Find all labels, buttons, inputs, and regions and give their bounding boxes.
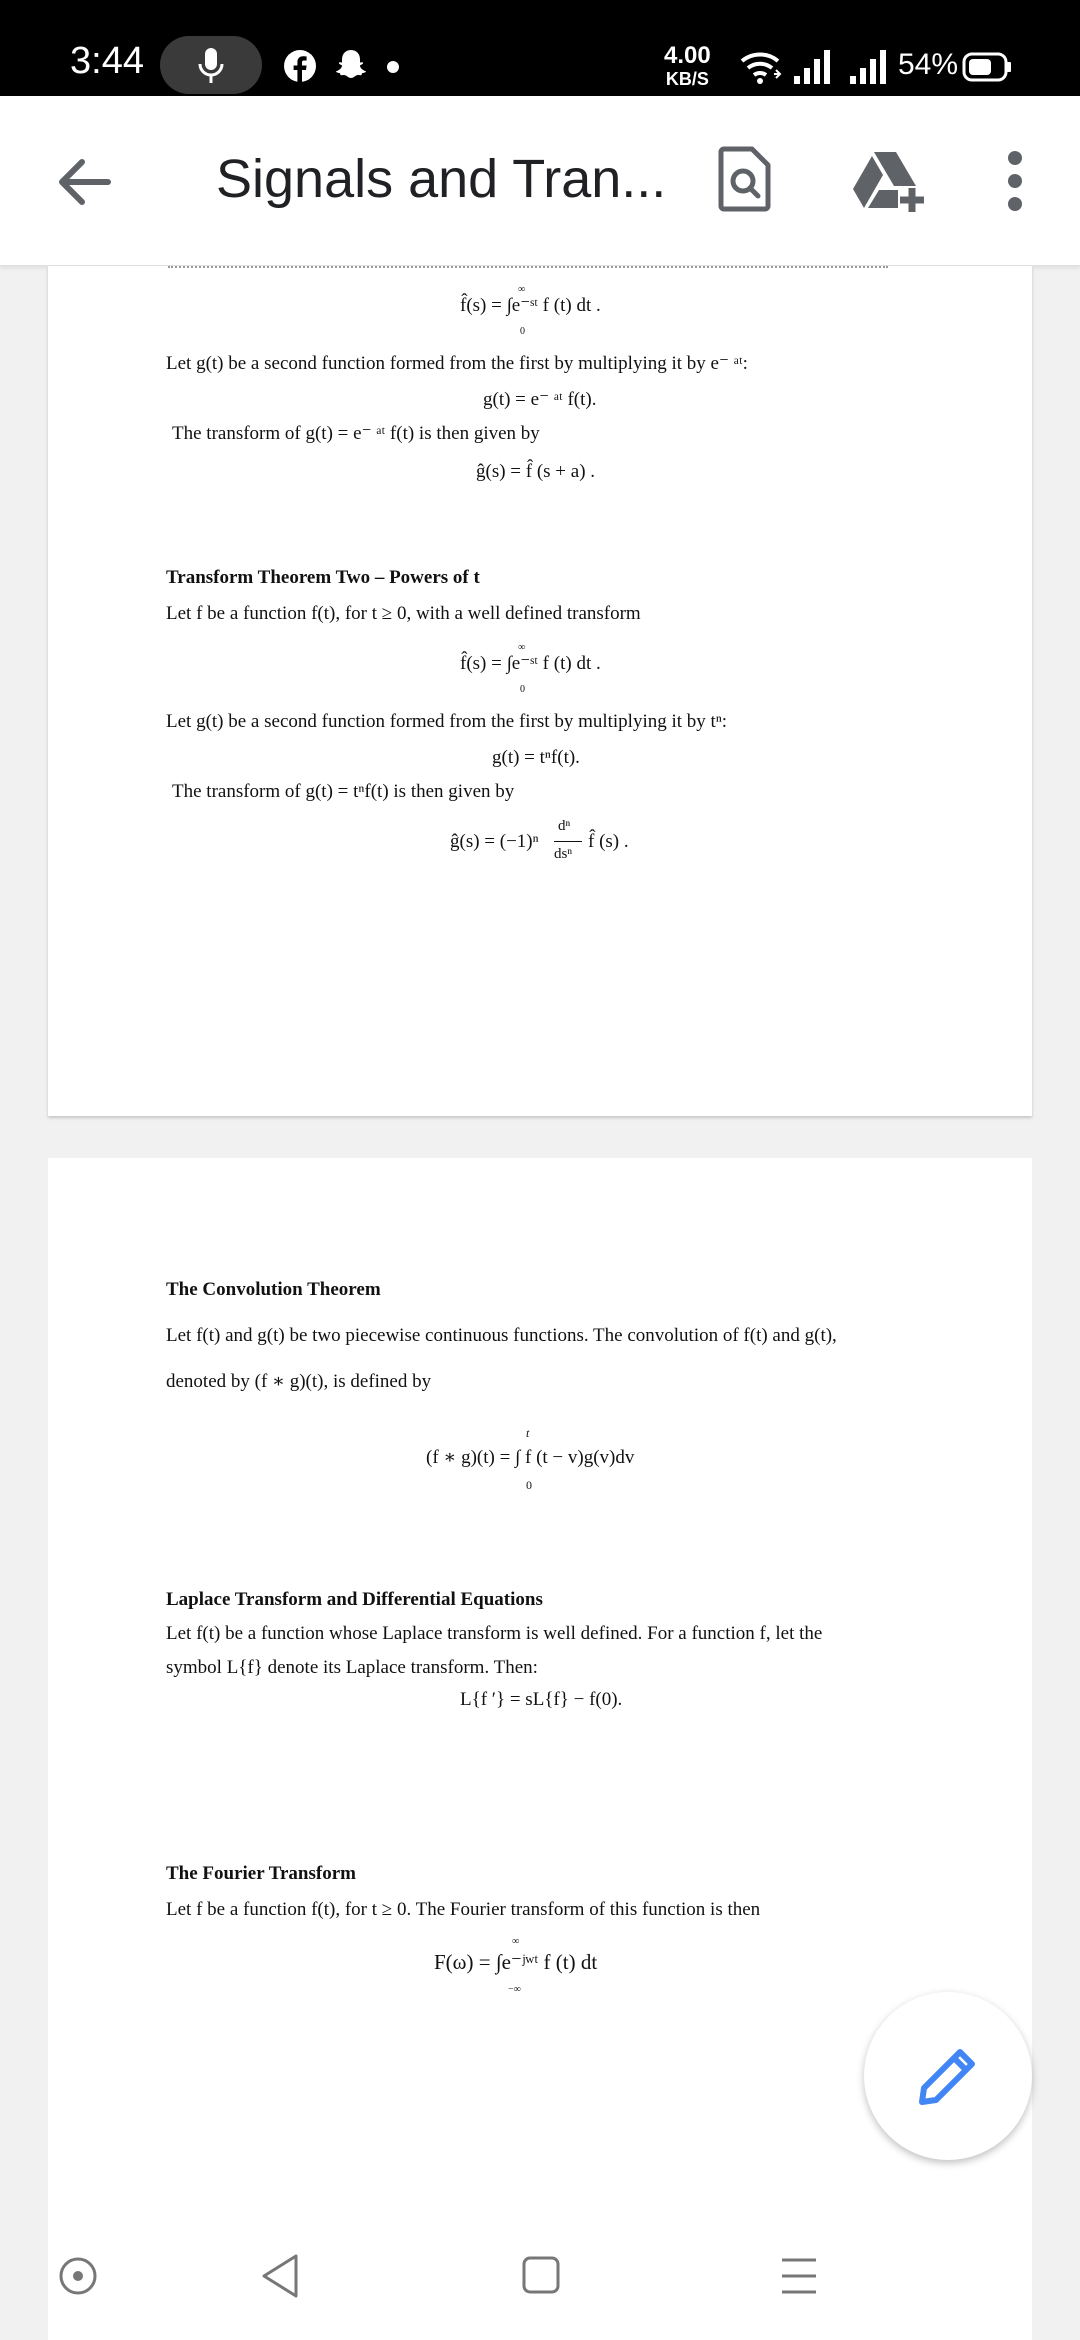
document-page-2 <box>48 1158 1032 2340</box>
shift-result: ĝ(s) = f̂ (s + a) . <box>476 461 596 482</box>
transform-equation-1: f̂(s) = ∫e⁻ˢᵗ f (t) dt . <box>460 295 601 316</box>
facebook-icon <box>284 50 316 82</box>
power-result-right: f̂ (s) . <box>588 831 629 852</box>
snapchat-icon <box>334 48 368 82</box>
drive-add-icon <box>852 150 924 212</box>
power-intro-text: Let g(t) be a second function formed from the first by multiplying it by tⁿ: <box>166 711 728 732</box>
theorem-two-heading: Transform Theorem Two – Powers of t <box>166 567 480 588</box>
edit-fab-button[interactable] <box>864 1992 1032 2160</box>
convolution-upper-limit: t <box>526 1426 530 1440</box>
home-icon[interactable] <box>522 2256 560 2294</box>
convolution-line-1: Let f(t) and g(t) be two piecewise continuous functions. The convolution of f(t) and g(t), <box>166 1325 837 1346</box>
signal-icon <box>850 48 890 84</box>
add-to-drive-button[interactable] <box>852 150 924 212</box>
more-options-button[interactable] <box>1000 150 1030 212</box>
convolution-equation: (f ∗ g)(t) = ∫ f (t − v)g(v)dv <box>426 1447 635 1468</box>
fourier-lower-limit: −∞ <box>508 1984 521 1995</box>
fourier-line-1: Let f be a function f(t), for t ≥ 0. The Fourier transform of this function is then <box>166 1899 761 1920</box>
preview-button[interactable] <box>716 146 772 212</box>
assistant-icon[interactable] <box>58 2256 98 2296</box>
recents-icon[interactable] <box>780 2256 818 2296</box>
back-icon[interactable] <box>260 2252 300 2300</box>
notification-dot <box>387 61 399 73</box>
power-result-left: ĝ(s) = (−1)ⁿ <box>450 831 539 852</box>
laplace-line-1: Let f(t) be a function whose Laplace transform is well defined. For a function f, let the <box>166 1623 823 1644</box>
net-speed-unit: KB/S <box>665 69 709 89</box>
network-speed <box>664 44 711 88</box>
back-arrow-icon <box>52 150 116 214</box>
net-speed-value: 4.00 <box>664 42 711 69</box>
app-bar <box>0 96 1080 266</box>
convolution-lower-limit: 0 <box>526 1478 532 1492</box>
status-bar <box>0 0 1080 96</box>
convolution-line-2: denoted by (f ∗ g)(t), is defined by <box>166 1371 432 1392</box>
laplace-line-2: symbol L{f} denote its Laplace transform. Then: <box>166 1657 538 1678</box>
battery-icon <box>962 52 1012 82</box>
power-definition: g(t) = tⁿf(t). <box>492 747 580 768</box>
eq1-lower-limit: 0 <box>520 326 525 337</box>
more-vert-icon <box>1000 150 1030 212</box>
document-title: Signals and Tran... <box>216 149 667 209</box>
eq1-upper-limit: ∞ <box>518 284 526 295</box>
fourier-equation: F(ω) = ∫e⁻ʲʷᵗ f (t) dt <box>434 1950 598 1974</box>
wifi-icon <box>740 50 784 84</box>
fourier-upper-limit: ∞ <box>512 1936 520 1947</box>
back-button[interactable] <box>52 150 116 214</box>
eq2-upper-limit: ∞ <box>518 642 526 653</box>
mic-icon <box>197 48 225 84</box>
battery-percent: 54% <box>898 48 959 81</box>
power-result-numerator: dⁿ <box>558 818 571 834</box>
transform-equation-2: f̂(s) = ∫e⁻ˢᵗ f (t) dt . <box>460 653 601 674</box>
eq2-lower-limit: 0 <box>520 684 525 695</box>
laplace-de-heading: Laplace Transform and Differential Equations <box>166 1589 543 1610</box>
shift-intro-text: Let g(t) be a second function formed from the first by multiplying it by e⁻ ᵃᵗ: <box>166 353 748 374</box>
mic-indicator[interactable] <box>160 36 262 94</box>
shift-transform-text: The transform of g(t) = e⁻ ᵃᵗ f(t) is then given by <box>172 423 540 444</box>
power-result-denominator: dsⁿ <box>554 846 573 862</box>
shift-definition: g(t) = e⁻ ᵃᵗ f(t). <box>483 389 597 410</box>
document-page-1 <box>48 266 1032 1116</box>
theorem-two-intro: Let f be a function f(t), for t ≥ 0, with a well defined transform <box>166 603 641 624</box>
fourier-heading: The Fourier Transform <box>166 1863 356 1884</box>
status-time: 3:44 <box>70 40 144 82</box>
signal-icon <box>794 48 834 84</box>
power-transform-text: The transform of g(t) = tⁿf(t) is then given by <box>172 781 515 802</box>
page-cut-text <box>168 266 888 270</box>
preview-icon <box>716 146 772 212</box>
fraction-bar <box>554 841 582 842</box>
convolution-heading: The Convolution Theorem <box>166 1279 381 1300</box>
laplace-equation: L{f ′} = sL{f} − f(0). <box>460 1689 623 1710</box>
system-nav-bar <box>0 2220 1080 2340</box>
edit-pencil-icon <box>916 2044 980 2108</box>
